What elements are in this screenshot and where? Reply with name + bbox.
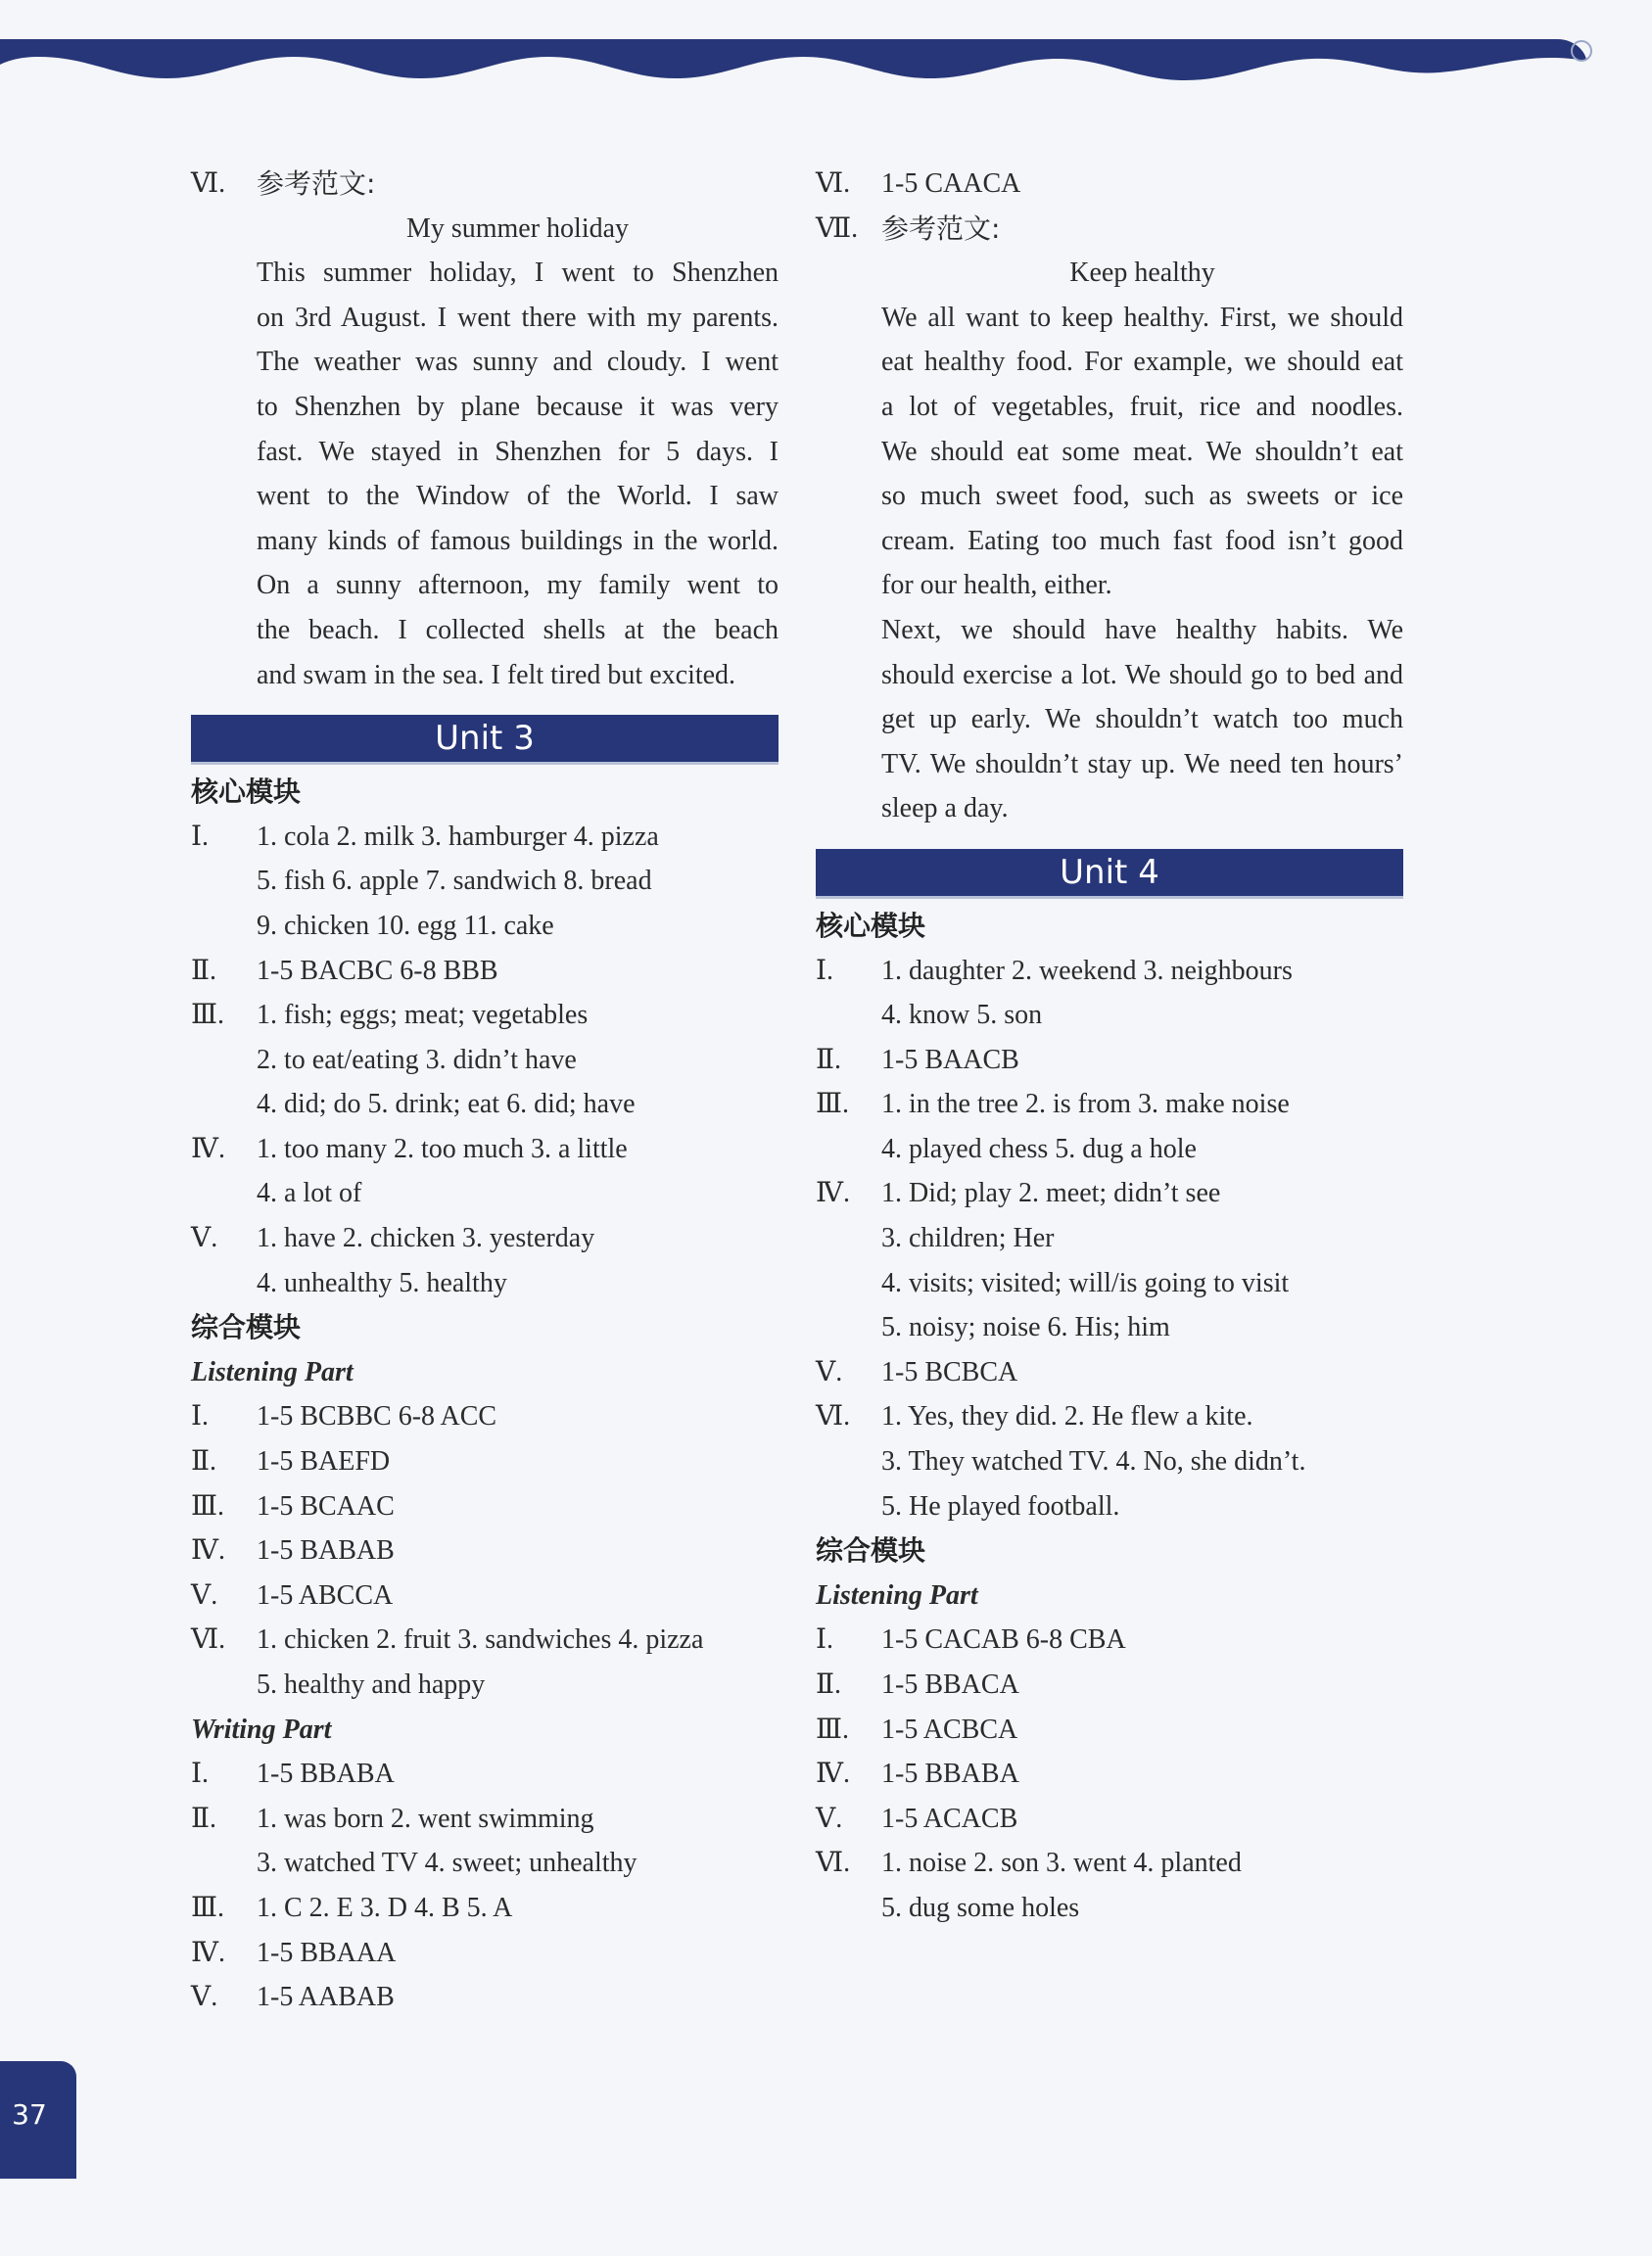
- answer-text: 1. have 2. chicken 3. yesterday: [257, 1223, 595, 1254]
- wave-banner: [0, 0, 1652, 108]
- essay-line: TV. We shouldn’t stay up. We need ten hours’: [881, 748, 1403, 779]
- answer-text: 1-5 BCBCA: [881, 1356, 1018, 1387]
- essay-line: and swam in the sea. I felt tired but excited.: [257, 659, 736, 690]
- answer-continuation: 5. healthy and happy: [257, 1669, 486, 1700]
- answer-row: [816, 1171, 1403, 1216]
- answer-continuation: 5. dug some holes: [881, 1892, 1080, 1923]
- unit-title-bar: Unit 3: [191, 715, 779, 762]
- answer-continuation: 5. noisy; noise 6. His; him: [881, 1312, 1170, 1343]
- essay-line: many kinds of famous buildings in the world.: [257, 525, 779, 556]
- answer-row: [191, 815, 779, 860]
- right-column: [816, 162, 1403, 1931]
- question-number: Ⅴ.: [191, 1579, 218, 1611]
- answer-text: 1-5 BBABA: [257, 1759, 395, 1790]
- answer-text: 1-5 BBABA: [881, 1759, 1019, 1790]
- answer-row: [816, 1797, 1403, 1842]
- section-vi-header: [191, 162, 779, 207]
- essay-line: fast. We stayed in Shenzhen for 5 days. I: [257, 436, 779, 467]
- answer-continuation: 4. know 5. son: [881, 1000, 1043, 1031]
- answer-text: 1. Did; play 2. meet; didn’t see: [881, 1178, 1221, 1209]
- listening-part-heading: Listening Part: [816, 1579, 978, 1611]
- answer-text: 1-5 BBACA: [881, 1669, 1019, 1700]
- writing-part-heading: Writing Part: [191, 1714, 332, 1745]
- question-number: Ⅲ.: [191, 1490, 225, 1522]
- question-number: Ⅲ.: [816, 1714, 850, 1745]
- answer-row: [191, 1439, 779, 1484]
- question-number: Ⅳ.: [191, 1133, 225, 1164]
- question-number: Ⅰ.: [816, 1624, 834, 1656]
- essay-line: We should eat some meat. We shouldn’t eat: [881, 436, 1403, 467]
- answer-row: [191, 1752, 779, 1797]
- answer-text: 1-5 BABAB: [257, 1535, 395, 1567]
- essay-line: a lot of vegetables, fruit, rice and noodles.: [881, 391, 1403, 422]
- answer-text: 1. cola 2. milk 3. hamburger 4. pizza: [257, 821, 659, 852]
- question-number: Ⅵ.: [816, 1401, 851, 1433]
- answer-row: [816, 949, 1403, 994]
- essay-line: for our health, either.: [881, 570, 1112, 601]
- answer-row: [816, 162, 1403, 207]
- essay-line: to Shenzhen by plane because it was very: [257, 391, 779, 422]
- question-number: Ⅵ.: [816, 1848, 851, 1879]
- answer-row: [816, 1038, 1403, 1083]
- essay-line: on 3rd August. I went there with my parents.: [257, 302, 779, 333]
- answer-text: 1. noise 2. son 3. went 4. planted: [881, 1848, 1242, 1879]
- answer-row: [191, 1618, 779, 1663]
- answer-continuation: 3. children; Her: [881, 1223, 1055, 1254]
- answer-text: 1-5 BAEFD: [257, 1446, 391, 1478]
- question-number: Ⅳ.: [191, 1535, 225, 1567]
- core-module-heading: 核心模块: [816, 909, 926, 942]
- answer-row: [191, 949, 779, 994]
- essay-line: should exercise a lot. We should go to bed and: [881, 659, 1403, 690]
- answer-text: 1-5 ABCCA: [257, 1579, 394, 1611]
- answer-continuation: 4. played chess 5. dug a hole: [881, 1133, 1197, 1164]
- answer-text: 1-5 ACACB: [881, 1803, 1018, 1834]
- essay-line: the beach. I collected shells at the beach: [257, 614, 779, 645]
- answer-text: 1-5 BACBC 6-8 BBB: [257, 955, 498, 986]
- comprehensive-module-heading: 综合模块: [816, 1534, 926, 1568]
- question-number: Ⅵ.: [816, 168, 851, 199]
- section-number: Ⅵ.: [191, 168, 226, 199]
- question-number: Ⅴ.: [816, 1803, 843, 1834]
- answer-text: 1. in the tree 2. is from 3. make noise: [881, 1089, 1290, 1120]
- question-number: Ⅱ.: [191, 1446, 217, 1478]
- answer-row: [191, 1528, 779, 1574]
- answer-text: 1-5 CACAB 6-8 CBA: [881, 1624, 1126, 1656]
- question-number: Ⅰ.: [816, 955, 834, 986]
- core-module-heading: 核心模块: [191, 776, 302, 809]
- answer-text: 1. C 2. E 3. D 4. B 5. A: [257, 1892, 513, 1923]
- answer-row: [191, 1886, 779, 1931]
- question-number: Ⅰ.: [191, 1401, 210, 1433]
- answer-row: [816, 1752, 1403, 1797]
- question-number: Ⅱ.: [191, 955, 217, 986]
- question-number: Ⅰ.: [191, 821, 210, 852]
- question-number: Ⅲ.: [816, 1089, 850, 1120]
- essay-line: eat healthy food. For example, we should eat: [881, 347, 1403, 378]
- essay-line: We all want to keep healthy. First, we should: [881, 302, 1403, 333]
- answer-row: [816, 1708, 1403, 1753]
- answer-continuation: 3. watched TV 4. sweet; unhealthy: [257, 1848, 637, 1879]
- question-number: Ⅱ.: [191, 1803, 217, 1834]
- section-vii-header: [816, 207, 1403, 252]
- question-number: Ⅱ.: [816, 1669, 842, 1700]
- section-number: Ⅶ.: [816, 212, 859, 244]
- answer-text: 1. was born 2. went swimming: [257, 1803, 594, 1834]
- answer-continuation: 4. visits; visited; will/is going to visit: [881, 1267, 1290, 1298]
- answer-text: 1-5 BBAAA: [257, 1937, 397, 1968]
- answer-text: 1-5 ACBCA: [881, 1714, 1018, 1745]
- essay-body: [816, 296, 1403, 831]
- listening-part-heading: Listening Part: [191, 1356, 354, 1387]
- answer-text: 1. daughter 2. weekend 3. neighbours: [881, 955, 1293, 986]
- answer-continuation: 3. They watched TV. 4. No, she didn’t.: [881, 1446, 1306, 1478]
- answer-row: [191, 1394, 779, 1439]
- essay-line: The weather was sunny and cloudy. I went: [257, 347, 779, 378]
- question-number: Ⅰ.: [191, 1759, 210, 1790]
- wave-shape: [0, 39, 1586, 80]
- answer-continuation: 2. to eat/eating 3. didn’t have: [257, 1044, 577, 1075]
- answer-row: [816, 1841, 1403, 1886]
- answer-row: [816, 1394, 1403, 1439]
- answer-text: 1-5 AABAB: [257, 1982, 395, 2013]
- answer-continuation: 5. He played football.: [881, 1490, 1120, 1522]
- answer-row: [191, 993, 779, 1038]
- essay-line: This summer holiday, I went to Shenzhen: [257, 258, 779, 289]
- section-label: 参考范文:: [257, 167, 376, 200]
- question-number: Ⅳ.: [816, 1759, 850, 1790]
- left-column: [191, 162, 779, 2020]
- answer-continuation: 4. unhealthy 5. healthy: [257, 1267, 507, 1298]
- answer-row: [191, 1127, 779, 1172]
- question-number: Ⅲ.: [191, 1892, 225, 1923]
- answer-row: [816, 1663, 1403, 1708]
- essay-line: cream. Eating too much fast food isn’t good: [881, 525, 1403, 556]
- question-number: Ⅴ.: [191, 1982, 218, 2013]
- question-number: Ⅱ.: [816, 1044, 842, 1075]
- answer-continuation: 5. fish 6. apple 7. sandwich 8. bread: [257, 866, 652, 897]
- answer-continuation: 4. did; do 5. drink; eat 6. did; have: [257, 1089, 636, 1120]
- comprehensive-module-heading: 综合模块: [191, 1311, 302, 1344]
- answer-row: [816, 1618, 1403, 1663]
- answer-text: 1. fish; eggs; meat; vegetables: [257, 1000, 589, 1031]
- answer-row: [191, 1931, 779, 1976]
- answer-row: [191, 1797, 779, 1842]
- question-number: Ⅳ.: [816, 1178, 850, 1209]
- answer-row: [191, 1484, 779, 1529]
- answer-row: [191, 1216, 779, 1261]
- essay-line: sleep a day.: [881, 793, 1009, 824]
- essay-title: Keep healthy: [1069, 258, 1215, 289]
- answer-row: [191, 1975, 779, 2020]
- page-number: 37: [12, 2098, 47, 2131]
- essay-line: Next, we should have healthy habits. We: [881, 614, 1403, 645]
- answer-text: 1-5 CAACA: [881, 168, 1021, 199]
- answer-row: [816, 1082, 1403, 1127]
- question-number: Ⅲ.: [191, 1000, 225, 1031]
- answer-text: 1. chicken 2. fruit 3. sandwiches 4. pizza: [257, 1624, 704, 1656]
- question-number: Ⅳ.: [191, 1937, 225, 1968]
- essay-line: On a sunny afternoon, my family went to: [257, 570, 779, 601]
- essay-title: My summer holiday: [405, 212, 630, 244]
- answer-row: [816, 1350, 1403, 1395]
- unit-title-bar: Unit 4: [816, 849, 1403, 896]
- question-number: Ⅵ.: [191, 1624, 226, 1656]
- answer-continuation: 4. a lot of: [257, 1178, 362, 1209]
- essay-body: [191, 251, 779, 697]
- answer-text: 1-5 BCBBC 6-8 ACC: [257, 1401, 497, 1433]
- essay-line: went to the Window of the World. I saw: [257, 481, 779, 512]
- answer-text: 1-5 BAACB: [881, 1044, 1019, 1075]
- essay-line: so much sweet food, such as sweets or ice: [881, 481, 1403, 512]
- answer-continuation: 9. chicken 10. egg 11. cake: [257, 910, 554, 941]
- answer-text: 1-5 BCAAC: [257, 1490, 395, 1522]
- section-label: 参考范文:: [881, 212, 1001, 245]
- essay-line: get up early. We shouldn’t watch too much: [881, 704, 1403, 735]
- answer-text: 1. Yes, they did. 2. He flew a kite.: [881, 1401, 1253, 1433]
- question-number: Ⅴ.: [191, 1223, 218, 1254]
- answer-text: 1. too many 2. too much 3. a little: [257, 1133, 628, 1164]
- question-number: Ⅴ.: [816, 1356, 843, 1387]
- answer-row: [191, 1574, 779, 1619]
